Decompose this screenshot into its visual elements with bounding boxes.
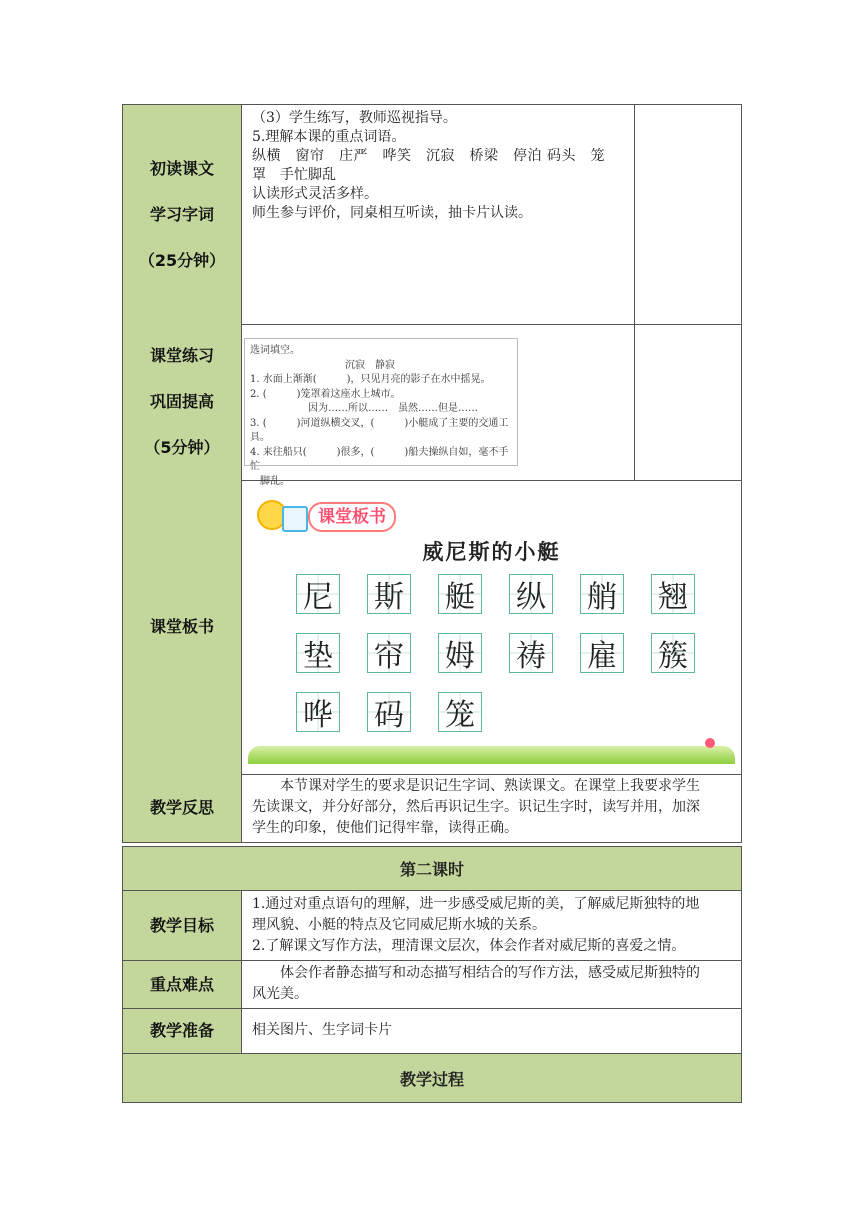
board-image [242, 480, 741, 774]
character-cell: 翘 [651, 574, 695, 614]
row-board [122, 480, 742, 775]
label-line: 教学目标 [149, 915, 214, 935]
grass-decoration [248, 746, 735, 764]
row-label [123, 324, 242, 480]
label-line: 学习字词 [149, 204, 214, 224]
exercise-title: 选词填空。 [250, 345, 300, 356]
row-key-points [122, 961, 742, 1009]
row-goals [122, 891, 742, 961]
exercise-question: 2. ( )笼罩着这座水上城市。 [250, 388, 401, 400]
row-label [123, 774, 242, 842]
character-cell: 艄 [580, 574, 624, 614]
row-practice [122, 324, 742, 487]
book-icon [282, 506, 308, 532]
row-label [123, 105, 242, 324]
character-cell: 雇 [580, 633, 624, 673]
row-reflection [122, 774, 742, 843]
text-line: 先读课文，并分好部分，然后再识记生字。识记生字时，读写并用，加深 [252, 799, 700, 815]
exercise-box-border [244, 338, 518, 466]
row-preparation [122, 1009, 742, 1054]
text-line: 2.了解课文写作方法，理清课文层次，体会作者对威尼斯的喜爱之情。 [252, 938, 686, 954]
heading-text: 教学过程 [399, 1069, 464, 1089]
label-line: 巩固提高 [149, 392, 214, 411]
text-line: （3）学生练写，教师巡视指导。 [252, 110, 457, 126]
row-content [242, 105, 635, 324]
text-line: 纵横 窗帘 庄严 哗笑 沉寂 桥梁 停泊 码头 笼 [252, 148, 605, 164]
notes-column [634, 324, 741, 480]
board-title: 威尼斯的小艇 [422, 539, 561, 564]
label-line: 课堂练习 [149, 346, 214, 365]
label-line: （5分钟） [144, 438, 220, 457]
notes-column [634, 105, 741, 324]
exercise-question: 4. 来往船只( )很多，( )船夫操纵自如，毫不手忙 [250, 446, 509, 472]
character-cell: 姆 [438, 633, 482, 673]
board-banner: 课堂板书 [308, 502, 396, 532]
character-cell: 垫 [296, 633, 340, 673]
text-line: 理风貌、小艇的特点及它同威尼斯水城的关系。 [252, 917, 546, 933]
label-line: 教学准备 [149, 1021, 214, 1040]
row-first-reading [122, 104, 742, 325]
character-cell: 艇 [438, 574, 482, 614]
word-choices: 沉寂 静寂 [345, 359, 395, 371]
label-line: （25分钟） [138, 250, 226, 270]
exercise-content [242, 324, 635, 487]
character-cell: 祷 [509, 633, 553, 673]
second-lesson-heading [122, 846, 742, 891]
label-line: 课堂板书 [149, 617, 214, 636]
text-line: 风光美。 [252, 986, 308, 1002]
text-line: 1.通过对重点语句的理解，进一步感受威尼斯的美，了解威尼斯独特的地 [252, 896, 700, 912]
flower-icon [705, 738, 715, 748]
text-line: 认读形式灵活多样。 [252, 186, 378, 202]
row-label [123, 1009, 242, 1053]
character-cell: 簇 [651, 633, 695, 673]
label-line: 教学反思 [149, 798, 214, 817]
character-cell: 码 [367, 692, 411, 732]
exercise-question: 1. 水面上渐渐( )，只见月亮的影子在水中摇晃。 [250, 374, 491, 385]
text-line: 相关图片、生字词卡片 [252, 1022, 392, 1038]
character-cell: 纵 [509, 574, 553, 614]
label-line: 初读课文 [149, 158, 214, 178]
label-line: 重点难点 [149, 974, 214, 994]
heading-text: 第二课时 [399, 860, 464, 879]
text-line: 体会作者静态描写和动态描写相结合的写作方法，感受威尼斯独特的 [280, 965, 700, 981]
text-line: 学生的印象，使他们记得牢靠，读得正确。 [252, 820, 518, 836]
character-cell: 尼 [296, 574, 340, 614]
exercise-question: 脚乱。 [260, 475, 290, 487]
text-line: 师生参与评价，同桌相互听读，抽卡片认读。 [252, 205, 532, 221]
teaching-process-heading [122, 1054, 742, 1103]
row-label [123, 891, 242, 960]
character-cell: 笼 [438, 692, 482, 732]
exercise-question: 3. ( )河道纵横交叉，( )小艇成了主要的交通工具。 [250, 417, 509, 443]
preparation-text [242, 1009, 741, 1053]
word-choices: 因为……所以…… 虽然……但是…… [308, 403, 478, 414]
character-cell: 斯 [367, 574, 411, 614]
row-label [123, 480, 242, 774]
text-line: 罩 手忙脚乱 [252, 167, 336, 183]
goals-text [242, 891, 741, 960]
character-cell: 帘 [367, 633, 411, 673]
key-points-text [242, 961, 741, 1008]
row-label [123, 961, 242, 1008]
text-line: 5.理解本课的重点词语。 [252, 129, 406, 145]
reflection-text [242, 774, 741, 842]
character-cell: 哗 [296, 692, 340, 732]
text-line: 本节课对学生的要求是识记生字词、熟读课文。在课堂上我要求学生 [280, 778, 700, 794]
